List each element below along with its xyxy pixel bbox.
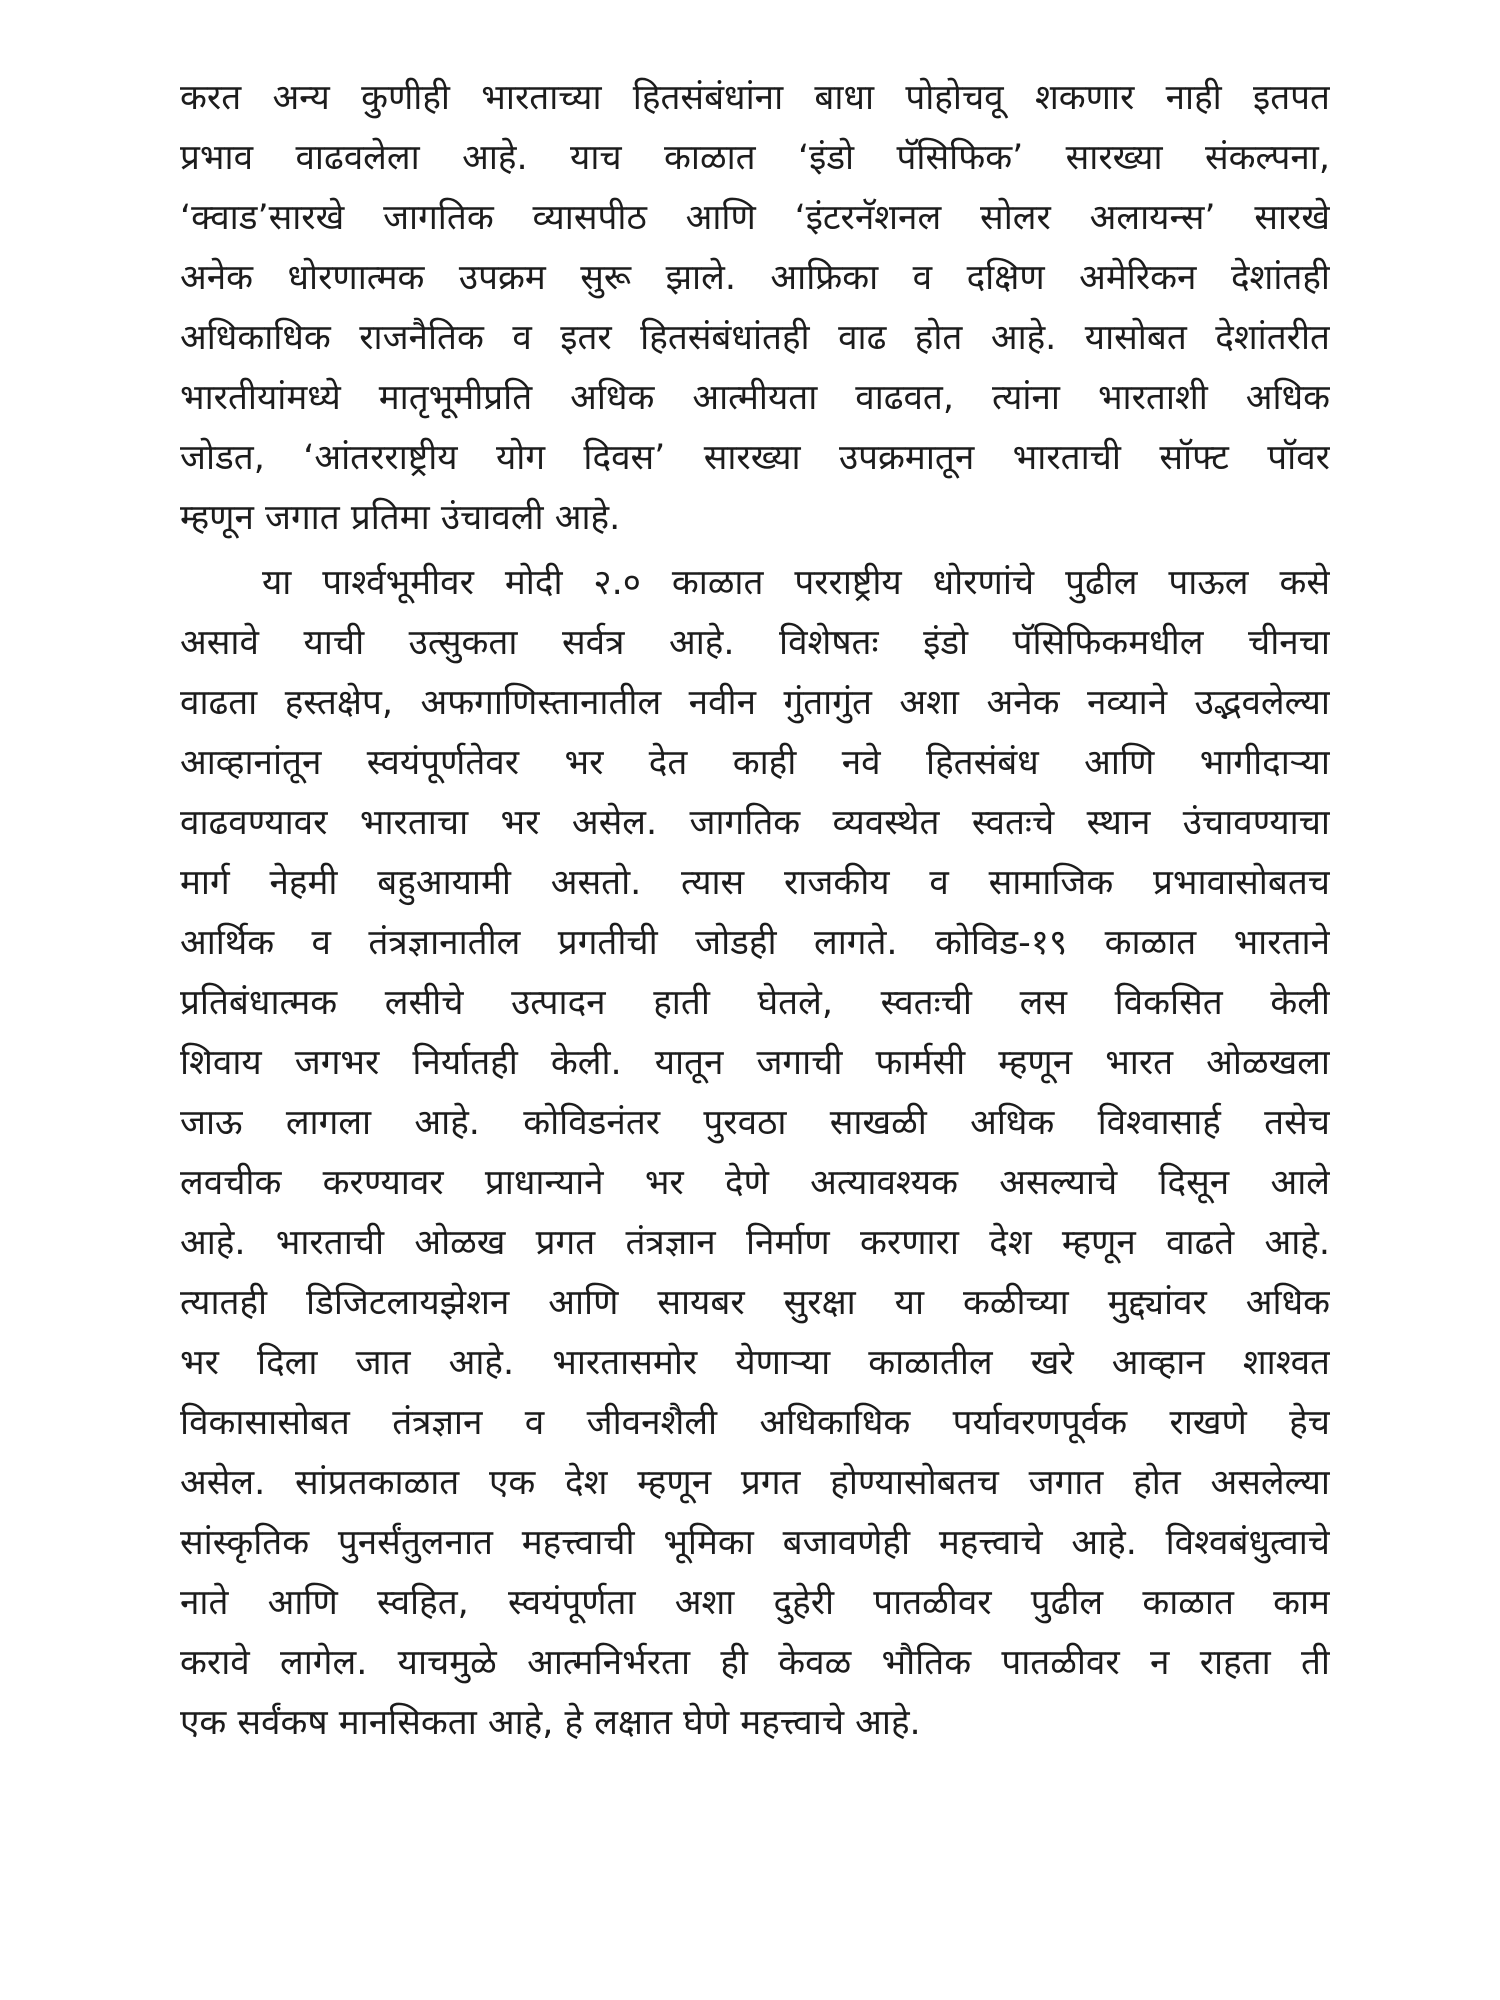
text-line: असेल. सांप्रतकाळात एक देश म्हणून प्रगत होण्यासोबतच जगात होत असलेल्या: [180, 1463, 1330, 1503]
text-line: भारतीयांमध्ये मातृभूमीप्रति अधिक आत्मीयता वाढवत, त्यांना भारताशी अधिक: [180, 378, 1330, 418]
text-line: जोडत, ‘आंतरराष्ट्रीय योग दिवस’ सारख्या उपक्रमातून भारताची सॉफ्ट पॉवर: [180, 438, 1330, 478]
text-line: आव्हानांतून स्वयंपूर्णतेवर भर देत काही नवे हितसंबंध आणि भागीदाऱ्या: [180, 743, 1330, 783]
text-line: मार्ग नेहमी बहुआयामी असतो. त्यास राजकीय व सामाजिक प्रभावासोबतच: [180, 863, 1330, 903]
text-line: या पार्श्वभूमीवर मोदी २.० काळात परराष्ट्रीय धोरणांचे पुढील पाऊल कसे: [262, 563, 1330, 603]
text-line: एक सर्वंकष मानसिकता आहे, हे लक्षात घेणे महत्त्वाचे आहे.: [180, 1703, 921, 1743]
text-line: वाढता हस्तक्षेप, अफगाणिस्तानातील नवीन गुंतागुंत अशा अनेक नव्याने उद्भवलेल्या: [180, 683, 1330, 723]
text-line: विकासासोबत तंत्रज्ञान व जीवनशैली अधिकाधिक पर्यावरणपूर्वक राखणे हेच: [180, 1403, 1330, 1443]
text-line: ‘क्वाड’सारखे जागतिक व्यासपीठ आणि ‘इंटरनॅशनल सोलर अलायन्स’ सारखे: [180, 198, 1330, 238]
text-line: भर दिला जात आहे. भारतासमोर येणाऱ्या काळातील खरे आव्हान शाश्वत: [180, 1343, 1330, 1383]
text-line: नाते आणि स्वहित, स्वयंपूर्णता अशा दुहेरी पातळीवर पुढील काळात काम: [180, 1583, 1330, 1623]
text-line: शिवाय जगभर निर्यातही केली. यातून जगाची फार्मसी म्हणून भारत ओळखला: [180, 1043, 1330, 1083]
text-line: जाऊ लागला आहे. कोविडनंतर पुरवठा साखळी अधिक विश्वासार्ह तसेच: [180, 1103, 1330, 1143]
text-line: करत अन्य कुणीही भारताच्या हितसंबंधांना बाधा पोहोचवू शकणार नाही इतपत: [180, 78, 1330, 118]
text-line: वाढवण्यावर भारताचा भर असेल. जागतिक व्यवस्थेत स्वतःचे स्थान उंचावण्याचा: [180, 803, 1330, 843]
text-line: अनेक धोरणात्मक उपक्रम सुरू झाले. आफ्रिका व दक्षिण अमेरिकन देशांतही: [180, 258, 1330, 298]
text-line: आहे. भारताची ओळख प्रगत तंत्रज्ञान निर्माण करणारा देश म्हणून वाढते आहे.: [180, 1223, 1330, 1263]
text-line: करावे लागेल. याचमुळे आत्मनिर्भरता ही केवळ भौतिक पातळीवर न राहता ती: [180, 1643, 1330, 1683]
text-line: असावे याची उत्सुकता सर्वत्र आहे. विशेषतः इंडो पॅसिफिकमधील चीनचा: [180, 623, 1330, 663]
text-line: प्रभाव वाढवलेला आहे. याच काळात ‘इंडो पॅसिफिक’ सारख्या संकल्पना,: [180, 138, 1330, 178]
text-line: म्हणून जगात प्रतिमा उंचावली आहे.: [180, 498, 621, 538]
text-line: सांस्कृतिक पुनर्संतुलनात महत्त्वाची भूमिका बजावणेही महत्त्वाचे आहे. विश्वबंधुत्वाचे: [180, 1523, 1330, 1563]
text-line: लवचीक करण्यावर प्राधान्याने भर देणे अत्यावश्यक असल्याचे दिसून आले: [180, 1163, 1330, 1203]
text-line: त्यातही डिजिटलायझेशन आणि सायबर सुरक्षा या कळीच्या मुद्द्यांवर अधिक: [180, 1283, 1330, 1323]
text-line: आर्थिक व तंत्रज्ञानातील प्रगतीची जोडही लागते. कोविड-१९ काळात भारताने: [180, 923, 1330, 963]
text-line: अधिकाधिक राजनैतिक व इतर हितसंबंधांतही वाढ होत आहे. यासोबत देशांतरीत: [180, 318, 1330, 358]
text-line: प्रतिबंधात्मक लसीचे उत्पादन हाती घेतले, स्वतःची लस विकसित केली: [180, 983, 1330, 1023]
